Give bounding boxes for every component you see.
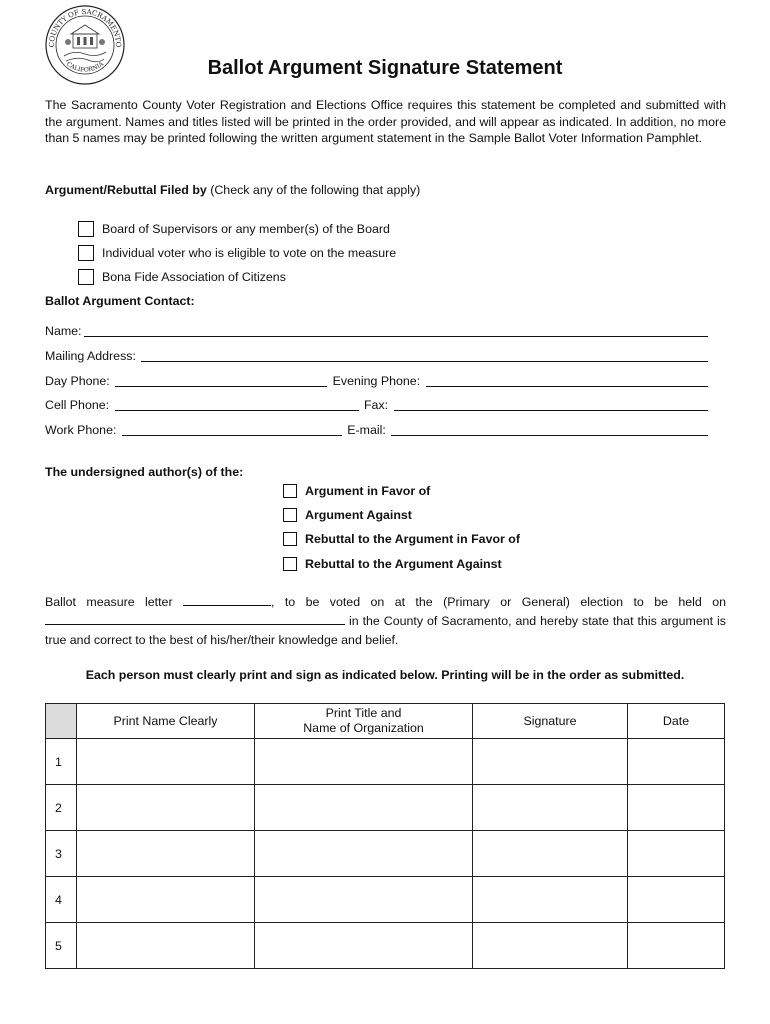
author-option-label: Rebuttal to the Argument in Favor of	[305, 532, 520, 546]
table-header-row	[46, 704, 725, 739]
title-header-line2: Name of Organization	[303, 721, 424, 735]
signature-cell[interactable]	[473, 831, 628, 877]
checkbox[interactable]	[283, 557, 297, 571]
signing-instruction: Each person must clearly print and sign as indicated below. Printing will be in the order as submitted.	[85, 668, 685, 682]
filed-by-hint: (Check any of the following that apply)	[210, 183, 421, 197]
table-row	[46, 739, 725, 785]
cell-fax-row	[45, 398, 710, 412]
checkbox[interactable]	[283, 532, 297, 546]
table-row	[46, 831, 725, 877]
date-cell[interactable]	[628, 831, 725, 877]
print-name-cell[interactable]	[77, 923, 255, 969]
day-phone-field[interactable]	[115, 374, 327, 387]
row-number: 2	[46, 785, 77, 831]
print-name-cell[interactable]	[77, 739, 255, 785]
title-cell[interactable]	[255, 831, 473, 877]
work-email-row	[45, 423, 710, 437]
print-name-cell[interactable]	[77, 785, 255, 831]
date-cell[interactable]	[628, 877, 725, 923]
name-field-row	[45, 324, 710, 338]
email-field[interactable]	[391, 423, 708, 436]
date-cell[interactable]	[628, 785, 725, 831]
date-cell[interactable]	[628, 739, 725, 785]
measure-letter-field[interactable]	[183, 593, 271, 606]
title-cell[interactable]	[255, 877, 473, 923]
row-number: 3	[46, 831, 77, 877]
svg-text:CALIFORNIA: CALIFORNIA	[64, 60, 106, 74]
date-header: Date	[628, 704, 725, 739]
print-name-header: Print Name Clearly	[77, 704, 255, 739]
author-option-label: Rebuttal to the Argument Against	[305, 557, 502, 571]
contact-heading: Ballot Argument Contact:	[45, 294, 195, 308]
election-date-field[interactable]	[45, 612, 345, 625]
author-option-label: Argument in Favor of	[305, 484, 431, 498]
filed-option-association[interactable]	[78, 269, 286, 285]
name-label: Name:	[45, 324, 82, 338]
fax-label: Fax:	[360, 398, 392, 412]
fax-field[interactable]	[394, 398, 709, 411]
row-number: 4	[46, 877, 77, 923]
measure-text-3: in the County of Sacramento, and hereby state that this argument is true and correct to the best of his/her/their knowledge and belief.	[45, 614, 726, 647]
table-row	[46, 923, 725, 969]
authors-heading: The undersigned author(s) of the:	[45, 465, 244, 479]
filed-option-board[interactable]	[78, 221, 390, 237]
checkbox[interactable]	[78, 269, 94, 285]
cell-phone-field[interactable]	[115, 398, 359, 411]
signature-cell[interactable]	[473, 877, 628, 923]
measure-text-1: Ballot measure letter	[45, 595, 183, 609]
name-field[interactable]	[84, 324, 709, 337]
checkbox[interactable]	[283, 484, 297, 498]
signature-cell[interactable]	[473, 785, 628, 831]
mailing-address-row	[45, 349, 710, 363]
author-option-against[interactable]	[283, 508, 412, 522]
page-title: Ballot Argument Signature Statement	[207, 57, 563, 79]
work-phone-field[interactable]	[122, 423, 342, 436]
signature-cell[interactable]	[473, 923, 628, 969]
table-row	[46, 877, 725, 923]
filed-by-label: Argument/Rebuttal Filed by	[45, 183, 207, 197]
mailing-address-label: Mailing Address:	[45, 349, 140, 363]
intro-paragraph: The Sacramento County Voter Registration and Elections Office requires this statement be completed and submitted with the argument. Names and titles listed will be printed in the order provided, and will appear as indicated. In addition, no more than 5 names may be printed following the written argument statement in the Sample Ballot Voter Information Pamphlet.	[45, 98, 726, 145]
signature-header: Signature	[473, 704, 628, 739]
title-header-line1: Print Title and	[325, 706, 402, 720]
phone-row	[45, 374, 710, 388]
title-cell[interactable]	[255, 785, 473, 831]
filed-option-label: Bona Fide Association of Citizens	[102, 270, 286, 284]
title-organization-header	[255, 704, 473, 739]
print-name-cell[interactable]	[77, 877, 255, 923]
mailing-address-field[interactable]	[141, 349, 708, 362]
measure-statement	[45, 593, 726, 650]
checkbox[interactable]	[283, 508, 297, 522]
author-option-rebuttal-against[interactable]	[283, 557, 502, 571]
measure-text-2: , to be voted on at the (Primary or General) election to be held on	[270, 595, 726, 609]
filed-option-label: Board of Supervisors or any member(s) of the Board	[102, 222, 390, 236]
svg-text:COUNTY OF SACRAMENTO: COUNTY OF SACRAMENTO	[47, 7, 123, 48]
print-name-cell[interactable]	[77, 831, 255, 877]
date-cell[interactable]	[628, 923, 725, 969]
work-phone-label: Work Phone:	[45, 423, 120, 437]
author-option-rebuttal-favor[interactable]	[283, 532, 520, 546]
author-option-label: Argument Against	[305, 508, 412, 522]
row-number: 1	[46, 739, 77, 785]
checkbox[interactable]	[78, 245, 94, 261]
checkbox[interactable]	[78, 221, 94, 237]
filed-option-label: Individual voter who is eligible to vote on the measure	[102, 246, 397, 260]
cell-phone-label: Cell Phone:	[45, 398, 113, 412]
table-row	[46, 785, 725, 831]
evening-phone-label: Evening Phone:	[329, 374, 424, 388]
evening-phone-field[interactable]	[426, 374, 708, 387]
filed-option-individual-voter[interactable]	[78, 245, 396, 261]
author-option-in-favor[interactable]	[283, 484, 430, 498]
row-number-header	[46, 704, 77, 739]
signature-table	[45, 703, 725, 969]
filed-by-heading	[45, 183, 420, 197]
day-phone-label: Day Phone:	[45, 374, 114, 388]
title-cell[interactable]	[255, 923, 473, 969]
title-cell[interactable]	[255, 739, 473, 785]
email-label: E-mail:	[343, 423, 390, 437]
signature-cell[interactable]	[473, 739, 628, 785]
row-number: 5	[46, 923, 77, 969]
